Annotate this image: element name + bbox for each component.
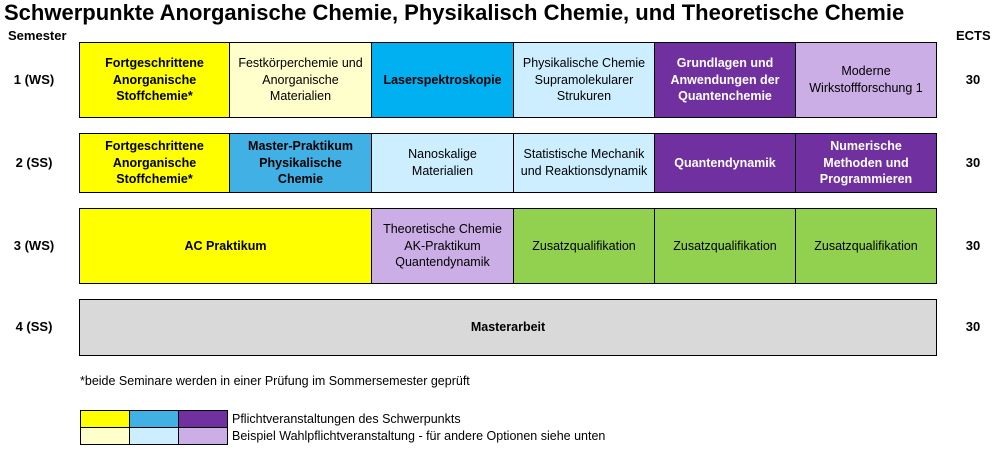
module-cell — [654, 208, 796, 284]
legend-label: Pflichtveranstaltungen des Schwerpunkts — [232, 412, 461, 426]
module-cell — [654, 42, 796, 118]
module-cell — [795, 133, 937, 193]
legend-swatch — [129, 410, 179, 428]
module-cell — [229, 42, 372, 118]
legend-swatch — [80, 427, 130, 445]
module-cell — [795, 42, 937, 118]
module-label: Statistische Mechanik und Reaktionsdynamik — [520, 147, 648, 178]
semester-label: 1 (WS) — [13, 71, 55, 87]
module-label: Zusatzqualifikation — [673, 238, 777, 253]
module-label: Festkörperchemie und Anorganische Materialien — [238, 55, 363, 104]
ects-value: 30 — [965, 154, 981, 170]
module-label: Masterarbeit — [470, 320, 546, 335]
ects-header: ECTS — [956, 28, 991, 43]
semester-label: 2 (SS) — [15, 154, 53, 170]
module-cell — [371, 133, 514, 193]
module-label: Moderne Wirkstoffforschung 1 — [809, 64, 923, 95]
module-label: Laserspektroskopie — [383, 72, 502, 87]
module-label: Master-Praktikum Physikalische Chemie — [248, 138, 353, 187]
legend-swatch — [129, 427, 179, 445]
semester-header: Semester — [8, 28, 67, 43]
module-cell — [513, 42, 655, 118]
legend-swatch — [178, 410, 228, 428]
module-cell — [79, 133, 230, 193]
module-label: Zusatzqualifikation — [532, 238, 636, 253]
legend-swatch — [80, 410, 130, 428]
module-label: Zusatzqualifikation — [814, 238, 918, 253]
module-cell — [513, 208, 655, 284]
module-cell — [79, 42, 230, 118]
ects-value: 30 — [965, 319, 981, 334]
module-label: AC Praktikum — [184, 238, 267, 253]
module-cell — [371, 42, 514, 118]
legend-row — [80, 427, 605, 445]
module-label: Fortgeschrittene Anorganische Stoffchemie* — [105, 138, 204, 187]
legend-label: Beispiel Wahlpflichtveranstaltung - für andere Optionen siehe unten — [232, 429, 606, 443]
legend-row — [80, 410, 461, 428]
legend-swatch — [178, 427, 228, 445]
module-label: Physikalische Chemie Supramolekularer Strukuren — [522, 55, 646, 104]
module-label: Theoretische Chemie AK-Praktikum Quantendynamik — [383, 221, 502, 270]
module-label: Quantendynamik — [674, 155, 776, 170]
module-label: Nanoskalige Materialien — [408, 147, 477, 178]
footnote: *beide Seminare werden in einer Prüfung im Sommersemester geprüft — [80, 374, 470, 388]
module-label: Numerische Methoden und Programmieren — [819, 138, 913, 187]
ects-value: 30 — [965, 237, 981, 253]
semester-label: 4 (SS) — [15, 319, 53, 334]
module-cell — [654, 133, 796, 193]
page-title: Schwerpunkte Anorganische Chemie, Physikalisch Chemie, und Theoretische Chemie — [4, 0, 905, 25]
module-cell — [795, 208, 937, 284]
module-cell — [79, 299, 937, 356]
module-label: Grundlagen und Anwendungen der Quantenchemie — [670, 55, 780, 104]
module-cell — [79, 208, 372, 284]
semester-label: 3 (WS) — [13, 237, 55, 253]
module-label: Fortgeschrittene Anorganische Stoffchemie* — [105, 55, 204, 104]
module-cell — [371, 208, 514, 284]
ects-value: 30 — [965, 71, 981, 87]
module-cell — [229, 133, 372, 193]
module-cell — [513, 133, 655, 193]
